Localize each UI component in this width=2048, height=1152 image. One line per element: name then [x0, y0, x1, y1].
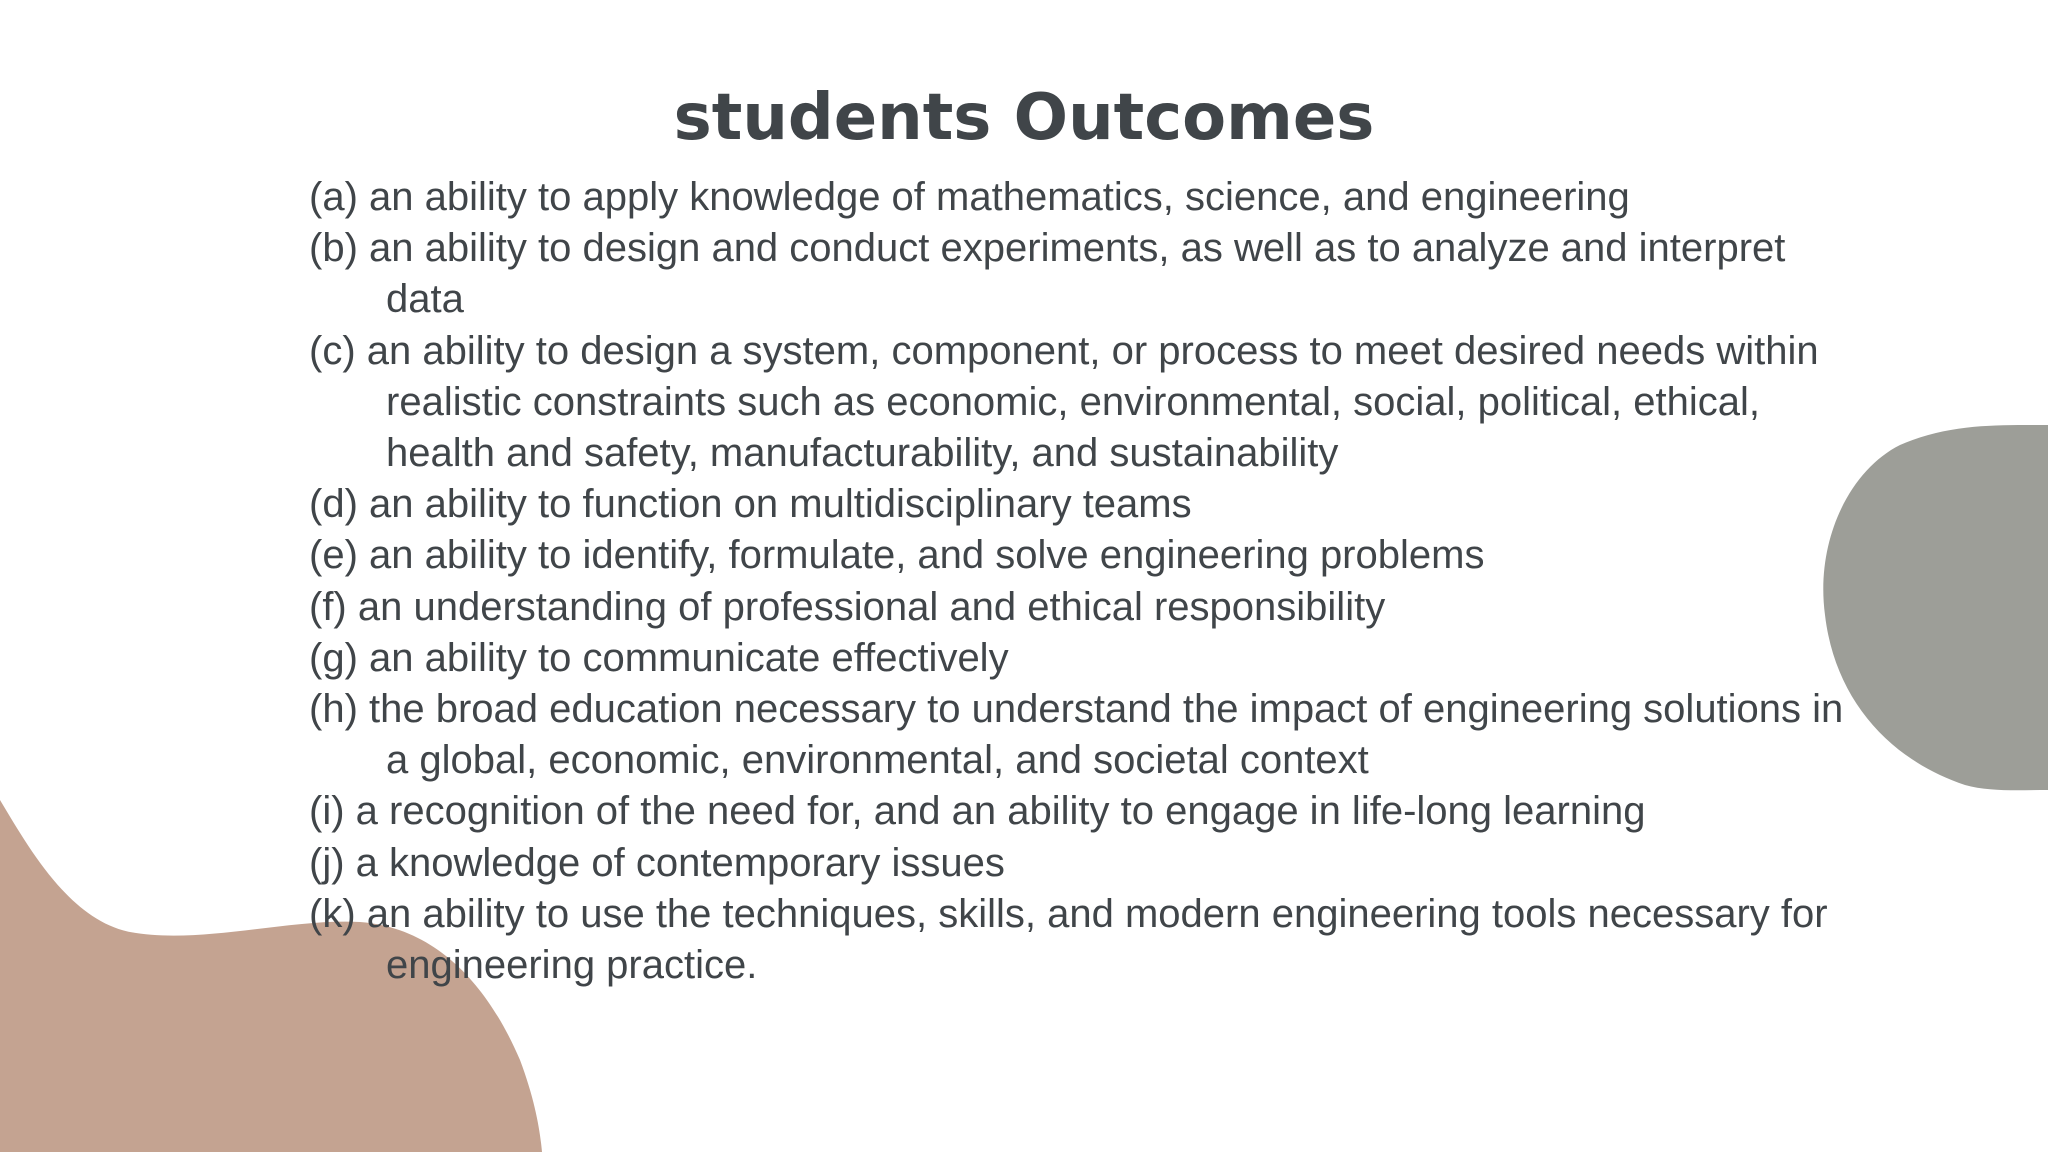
outcome-b: (b) an ability to design and conduct experiments, as well as to analyze and interpret data [309, 226, 1786, 322]
outcome-f: (f) an understanding of professional and ethical responsibility [309, 584, 1386, 629]
outcome-h: (h) the broad education necessary to understand the impact of engineering solutions in a global, economic, environmental, and societal context [309, 687, 1844, 783]
outcome-a: (a) an ability to apply knowledge of mathematics, science, and engineering [309, 175, 1630, 219]
outcome-j: (j) a knowledge of contemporary issues [309, 840, 1005, 885]
page-title: students Outcomes [673, 81, 1375, 155]
outcome-d: (d) an ability to function on multidisciplinary teams [309, 482, 1192, 527]
outcome-k: (k) an ability to use the techniques, skills, and modern engineering tools necessary for engineering practice. [309, 891, 1828, 988]
outcome-e: (e) an ability to identify, formulate, and solve engineering problems [309, 533, 1485, 578]
outcome-g: (g) an ability to communicate effectively [309, 635, 1009, 680]
outcome-i: (i) a recognition of the need for, and an ability to engage in life-long learning [309, 789, 1646, 834]
outcomes-list [309, 172, 1869, 991]
outcome-c: (c) an ability to design a system, component, or process to meet desired needs within realistic constraints such as economic, environmental, social, political, ethical, health and safety, manufacturability, and sustainability [309, 328, 1819, 476]
